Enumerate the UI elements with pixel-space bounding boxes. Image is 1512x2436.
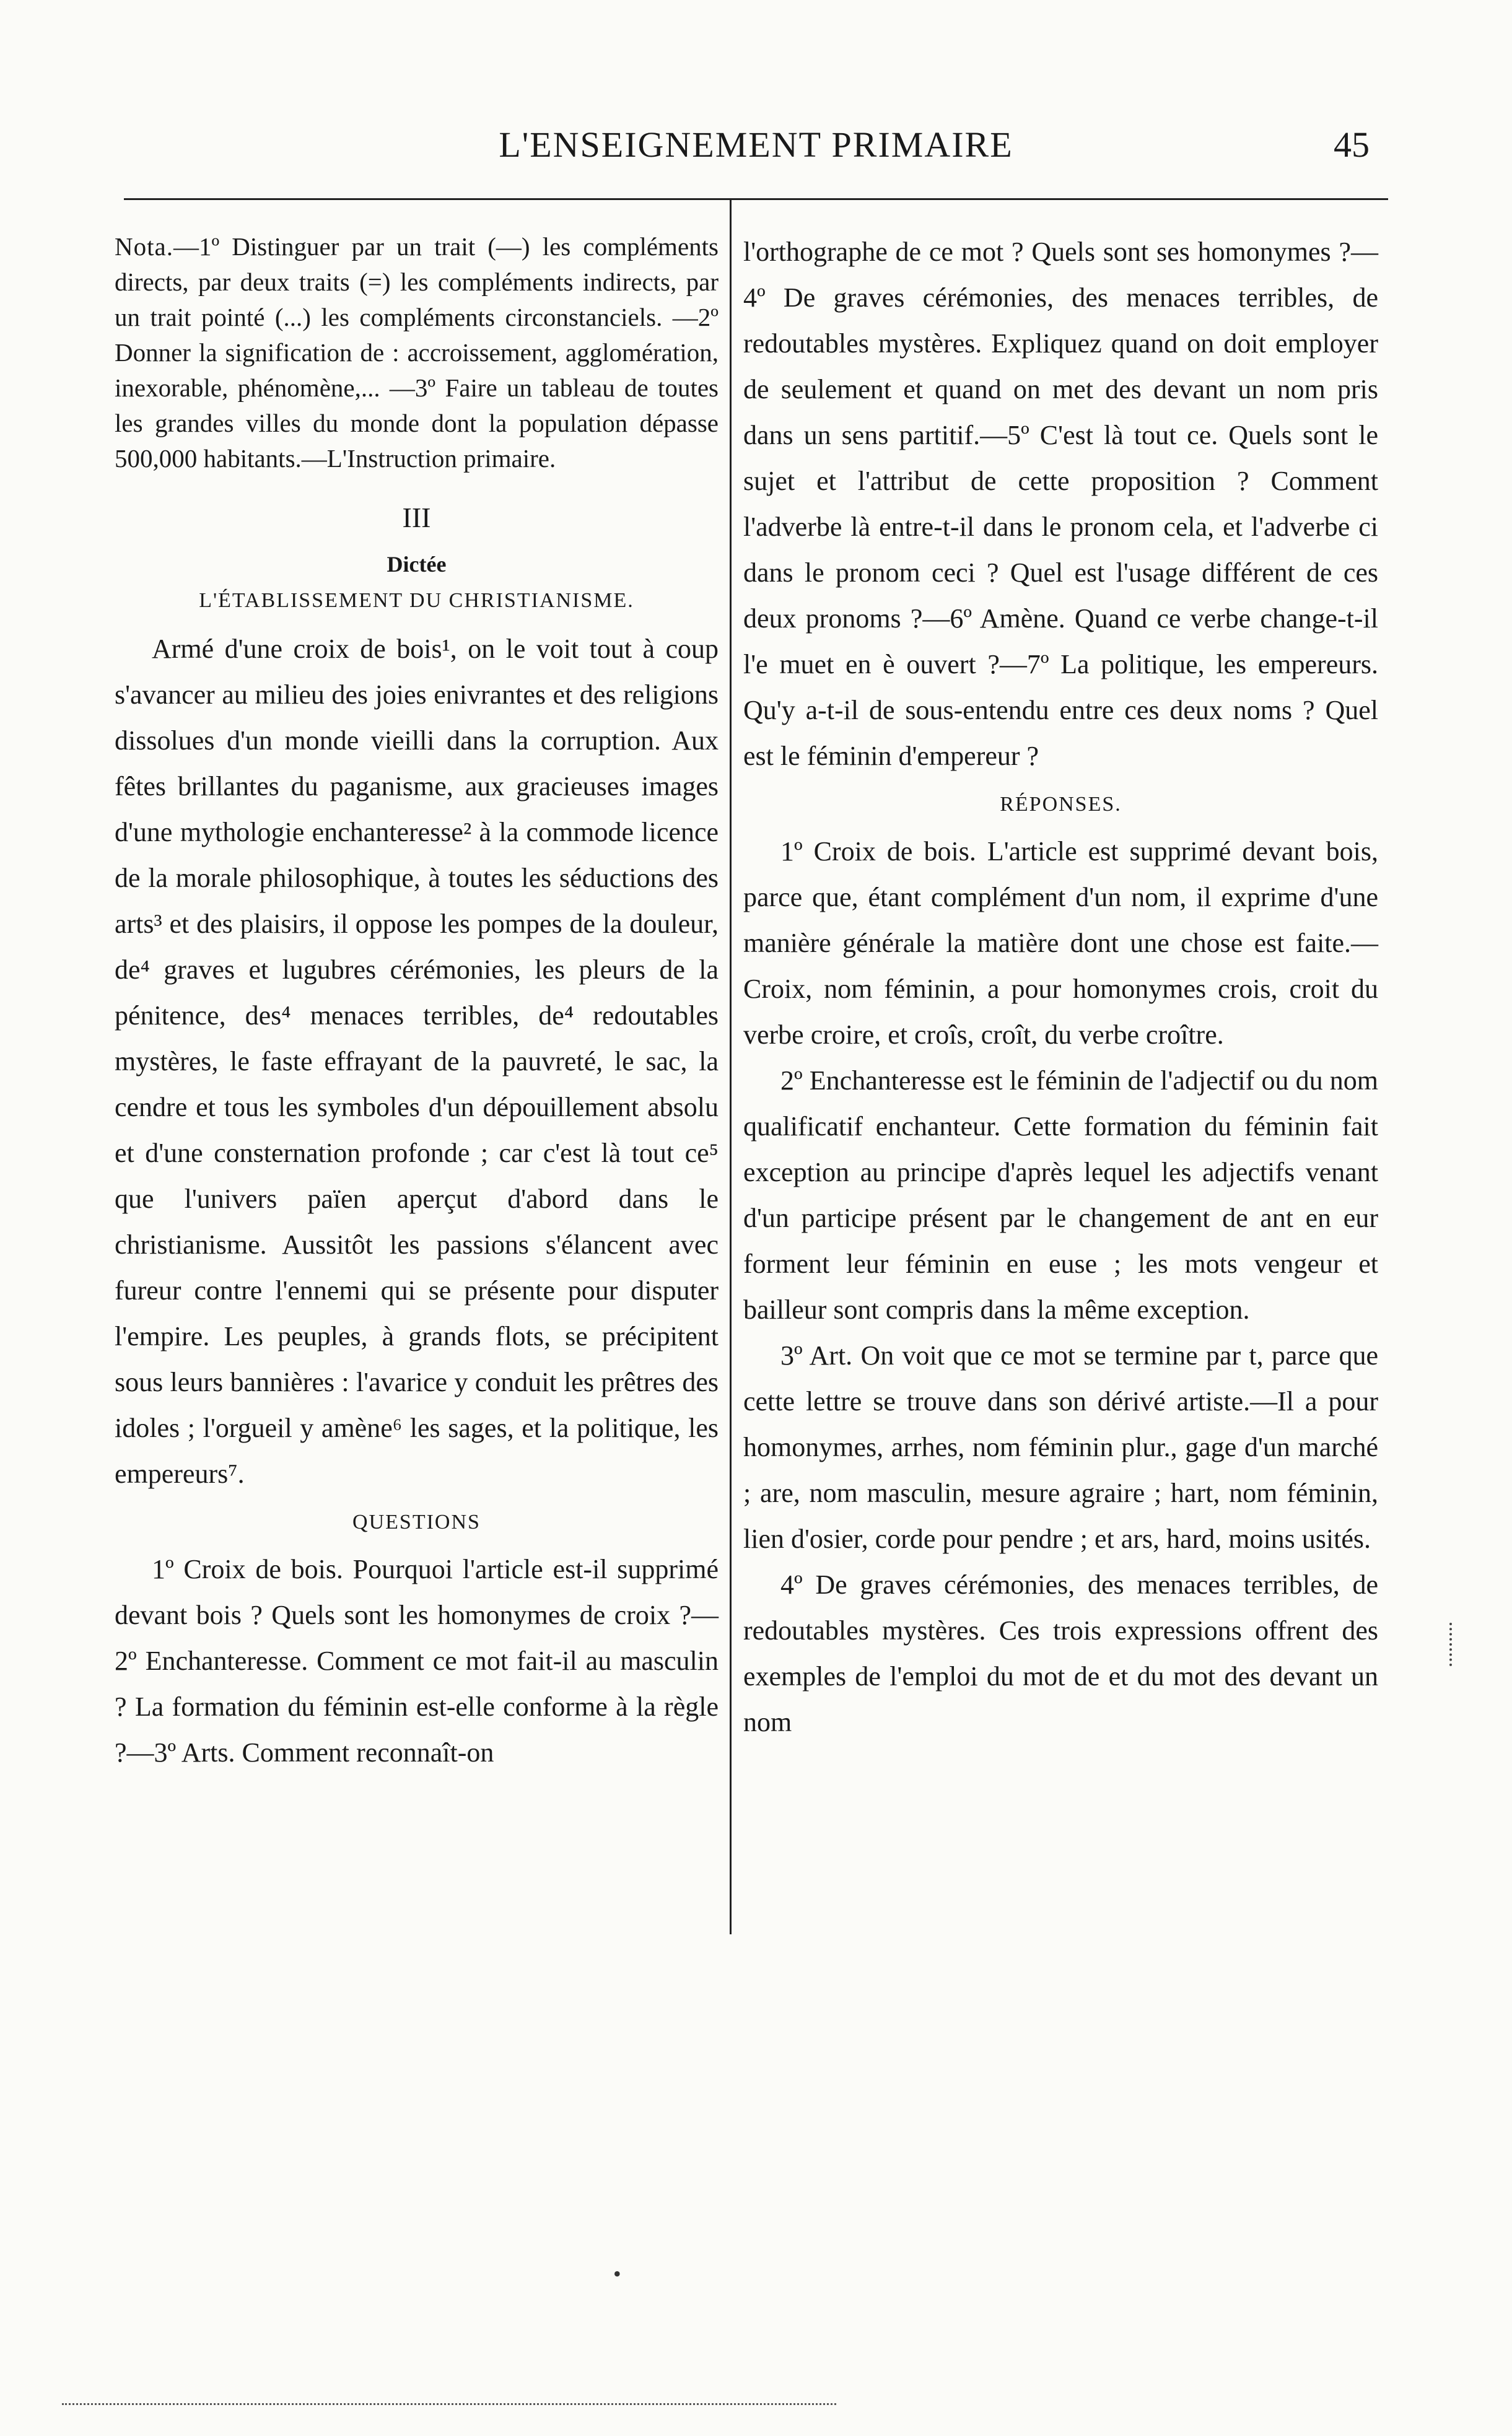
right-column [743,229,1378,1745]
response-3: 3º Art. On voit que ce mot se termine par t, parce que cette lettre se trouve dans son dérivé artiste.—Il a pour homonymes, arrhes, nom féminin plur., gage d'un marché ; are, nom masculin, mesure agraire ; hart, nom féminin, lien d'osier, corde pour pendre ; et ars, hard, moins usités. [743,1340,1378,1554]
header-rule [124,198,1388,200]
nota-label: Nota. [115,232,173,261]
nota-block [115,229,719,476]
questions-text-part2: l'orthographe de ce mot ? Quels sont ses homonymes ?—4º De graves cérémonies, des menaces terribles, de redoutables mystères. Expliquez quand on doit employer de seulement et quand on met des devant un nom pris dans un sens partitif.—5º C'est là tout ce. Quels sont le sujet et l'attribut de cette proposition ? Comment l'adverbe là entre-t-il dans le pronom cela, et l'adverbe ci dans le pronom ceci ? Quel est l'usage différent de ces deux pronoms ?—6º Amène. Quand ce verbe change-t-il l'e muet en è ouvert ?—7º La politique, les empereurs. Qu'y a-t-il de sous-entendu entre ces deux noms ? Quel est le féminin d'empereur ? [743,237,1378,771]
running-title: L'ENSEIGNEMENT PRIMAIRE [499,124,1013,165]
response-1: 1º Croix de bois. L'article est supprimé devant bois, parce que, étant complément d'un nom, il exprime d'une manière générale la matière dont une chose est faite.—Croix, nom féminin, a pour homonymes crois, croit du verbe croire, et croîs, croît, du verbe croître. [743,836,1378,1050]
page-header [118,124,1394,180]
footer-mark: • [613,2261,621,2286]
lesson-title: L'ÉTABLISSEMENT DU CHRISTIANISME. [199,589,634,612]
dictee-label: Dictée [387,552,447,577]
scan-noise-line [62,2403,836,2407]
responses-heading: RÉPONSES. [1000,793,1122,816]
margin-scan-mark [1449,1623,1454,1666]
section-number: III [402,502,431,533]
column-divider [730,200,732,1934]
questions-heading: QUESTIONS [352,1511,481,1534]
left-column [115,229,719,1776]
dictation-text: Armé d'une croix de bois¹, on le voit tout à coup s'avancer au milieu des joies enivrantes et des religions dissolues d'un monde vieilli dans la corruption. Aux fêtes brillantes du paganisme, aux gracieuses images d'une mythologie enchanteresse² à la commode licence de la morale philosophique, à toutes les séductions des arts³ et des plaisirs, il oppose les pompes de la douleur, de⁴ graves et lugubres cérémonies, les pleurs de la pénitence, des⁴ menaces terribles, de⁴ redoutables mystères, le faste effrayant de la pauvreté, le sac, la cendre et tous les symboles d'un dépouillement absolu et d'une consternation profonde ; car c'est là tout ce⁵ que l'univers païen aperçut d'abord dans le christianisme. Aussitôt les passions s'élancent avec fureur contre l'ennemi qui se présente pour disputer l'empire. Les peuples, à grands flots, se précipitent sous leurs bannières : l'avarice y conduit les prêtres des idoles ; l'orgueil y amène⁶ les sages, et la politique, les empereurs⁷. [115,634,719,1489]
page-number: 45 [1334,124,1370,165]
questions-text-part1: 1º Croix de bois. Pourquoi l'article est-il supprimé devant bois ? Quels sont les homonymes de croix ?—2º Enchanteresse. Comment ce mot fait-il au masculin ? La formation du féminin est-elle conforme à la règle ?—3º Arts. Comment reconnaît-on [115,1554,719,1768]
response-2: 2º Enchanteresse est le féminin de l'adjectif ou du nom qualificatif enchanteur. Cette formation du féminin fait exception au principe d'après lequel les adjectifs venant d'un participe présent par le changement de ant en eur forment leur féminin en euse ; les mots vengeur et bailleur sont compris dans la même exception. [743,1065,1378,1325]
nota-text: —1º Distinguer par un trait (—) les compléments directs, par deux traits (=) les compléments indirects, par un trait pointé (...) les compléments circonstanciels. —2º Donner la signification de : accroissement, agglomération, inexorable, phénomène,... —3º Faire un tableau de toutes les grandes villes du monde dont la population dépasse 500,000 habitants.—L'Instruction primaire. [115,232,719,473]
response-4: 4º De graves cérémonies, des menaces terribles, de redoutables mystères. Ces trois expressions offrent des exemples de l'emploi du mot de et du mot des devant un nom [743,1569,1378,1737]
